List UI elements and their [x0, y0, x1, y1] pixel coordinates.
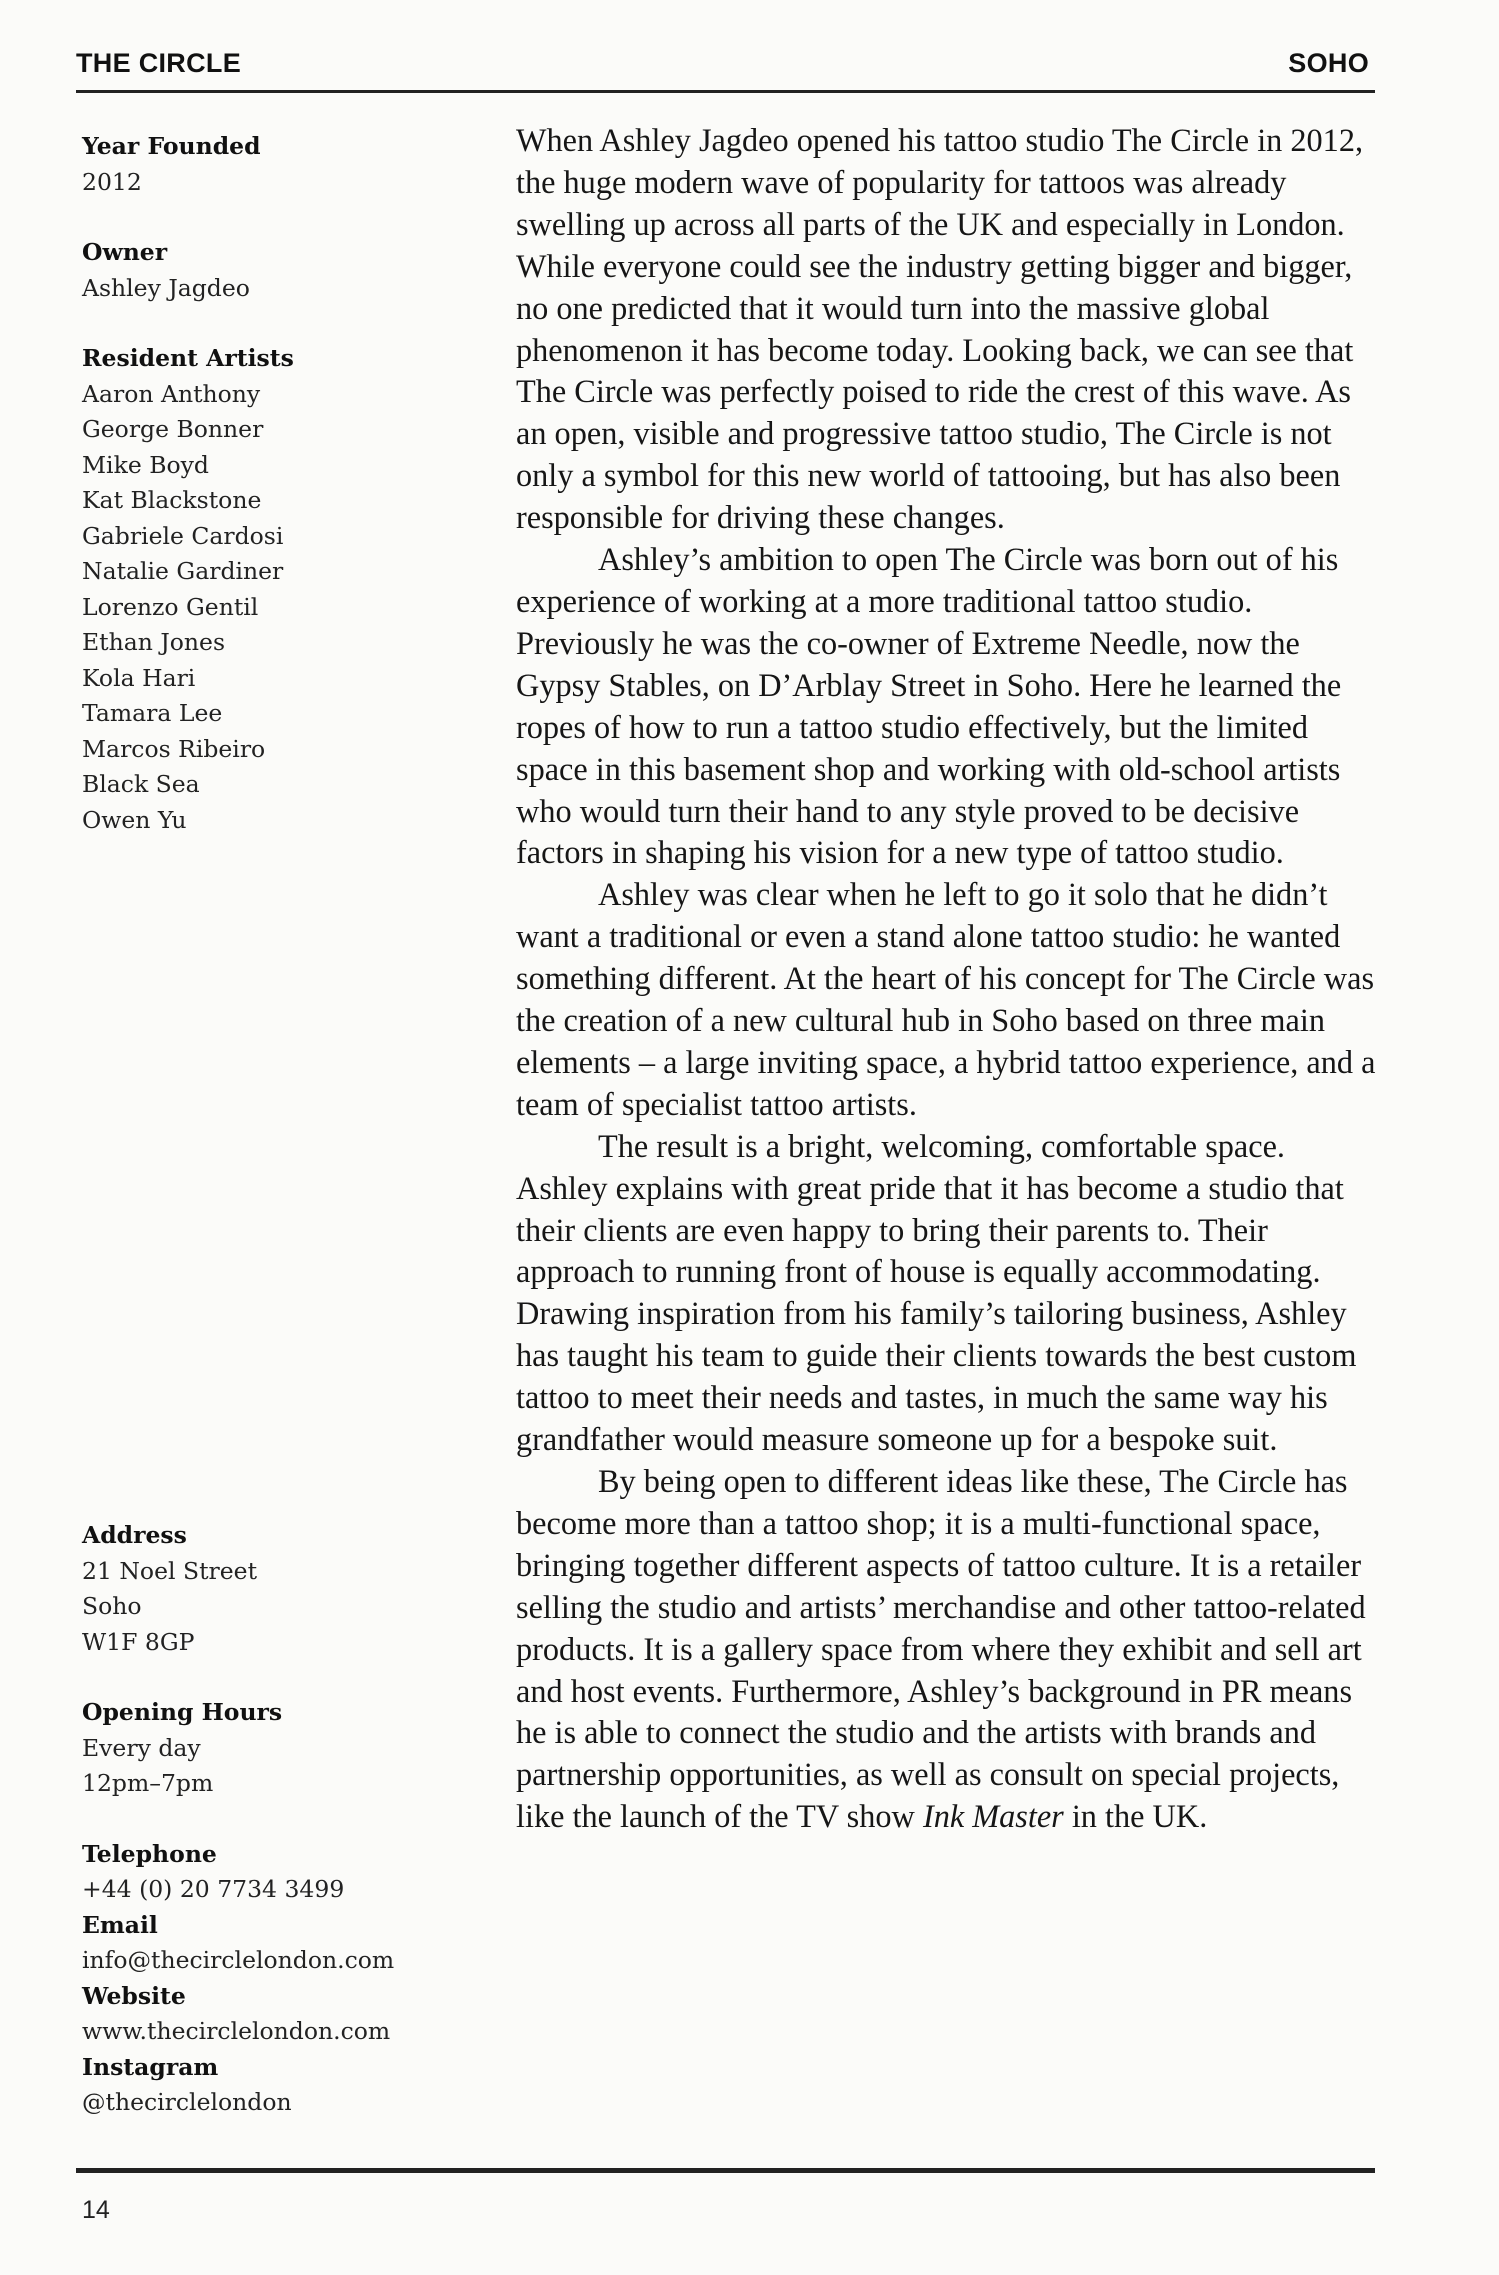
resident-artists-label: Resident Artists — [82, 344, 294, 372]
article-paragraph-last — [516, 1461, 1381, 1838]
article-body — [516, 120, 1381, 1838]
article-paragraph: When Ashley Jagdeo opened his tattoo studio The Circle in 2012, the huge modern wave of popularity for tattoos was already swelling up across all parts of the UK and especially in London. While everyone could see the industry getting bigger and bigger, no one predicted that it would turn into the massive global phenomenon it has become today. Looking back, we can see that The Circle was perfectly poised to ride the crest of this wave. As an open, visible and progressive tattoo studio, The Circle is not only a symbol for this new world of tattooing, but has also been responsible for driving these changes. — [516, 122, 1364, 536]
instagram-label: Instagram — [82, 2052, 219, 2081]
page-number: 14 — [82, 2196, 110, 2224]
owner-label: Owner — [82, 238, 168, 266]
artist-name: Kat Blackstone — [82, 486, 262, 514]
address-line: Soho — [82, 1592, 142, 1620]
year-founded-value: 2012 — [82, 167, 142, 196]
article-paragraph: The result is a bright, welcoming, comfortable space. Ashley explains with great pride that it has become a studio that their clients are even happy to bring their parents to. Their approach to running front of house is equally accommodating. Drawing inspiration from his family’s tailoring business, Ashley has taught his team to guide their clients towards the best custom tattoo to meet their needs and tastes, in much the same way his grandfather would measure someone up for a bespoke suit. — [516, 1127, 1357, 1458]
artist-name: Lorenzo Gentil — [82, 592, 259, 621]
top-rule — [76, 90, 1375, 93]
resident-artists-block — [82, 341, 442, 838]
telephone-value: +44 (0) 20 7734 3499 — [82, 1875, 345, 1903]
year-founded-label: Year Founded — [82, 132, 261, 160]
address-label: Address — [82, 1521, 187, 1549]
artist-name: George Bonner — [82, 415, 264, 443]
contact-block — [82, 1837, 482, 2121]
artist-name: Aaron Anthony — [82, 379, 261, 408]
email-value: info@thecirclelondon.com — [82, 1946, 395, 1974]
address-line: 21 Noel Street — [82, 1556, 258, 1585]
article-paragraph: Ashley’s ambition to open The Circle was born out of his experience of working at a more traditional tattoo studio. Previously he was the co-owner of Extreme Needle, now the Gypsy Stables, on D’Arblay Street in Soho. Here he learned the ropes of how to run a tattoo studio effectively, but the limited space in this basement shop and working with old-school artists who would turn their hand to any style proved to be decisive factors in shaping his vision for a new type of tattoo studio. — [516, 541, 1342, 871]
opening-hours-block — [82, 1695, 482, 1802]
running-header-title: THE CIRCLE — [76, 48, 241, 78]
artist-name: Natalie Gardiner — [82, 557, 284, 585]
artist-name: Tamara Lee — [82, 699, 223, 727]
artist-name: Ethan Jones — [82, 628, 226, 656]
website-label: Website — [82, 1981, 186, 2010]
artist-name: Kola Hari — [82, 663, 196, 692]
artist-name: Gabriele Cardosi — [82, 521, 284, 550]
year-founded-block — [82, 129, 442, 200]
article-text: in the UK. — [1063, 1798, 1208, 1835]
address-line: W1F 8GP — [82, 1627, 195, 1656]
owner-value: Ashley Jagdeo — [82, 273, 250, 302]
telephone-label: Telephone — [82, 1839, 217, 1868]
website-value: www.thecirclelondon.com — [82, 2017, 391, 2045]
article-text: By being open to different ideas like these, The Circle has become more than a tattoo shop; it is a multi-functional space, bringing together different aspects of tattoo culture. It is a retailer selling the studio and artists’ merchandise and other tattoo-related products. It is a gallery space from where they exhibit and sell art and host events. Furthermore, Ashley’s background in PR means he is able to connect the studio and the artists with brands and partnership opportunities, as well as consult on special projects, like the launch of the TV show — [516, 1463, 1366, 1835]
show-title: Ink Master — [922, 1798, 1064, 1835]
running-header-section: SOHO — [1288, 48, 1369, 78]
article-paragraph: Ashley was clear when he left to go it solo that he didn’t want a traditional or even a stand alone tattoo studio: he wanted something different. At the heart of his concept for The Circle was the creation of a new cultural hub in Soho based on three main elements – a large inviting space, a hybrid tattoo experience, and a team of specialist tattoo artists. — [516, 876, 1376, 1122]
artist-name: Marcos Ribeiro — [82, 734, 266, 763]
address-block — [82, 1518, 482, 1660]
bottom-rule — [76, 2168, 1375, 2173]
opening-hours-line: 12pm–7pm — [82, 1769, 214, 1797]
opening-hours-label: Opening Hours — [82, 1698, 283, 1726]
info-sidebar — [82, 129, 442, 838]
artist-name: Mike Boyd — [82, 450, 209, 479]
artist-name: Owen Yu — [82, 805, 187, 834]
contact-sidebar — [82, 1518, 482, 2121]
instagram-value: @thecirclelondon — [82, 2088, 292, 2116]
owner-block — [82, 235, 442, 306]
artist-name: Black Sea — [82, 770, 200, 798]
opening-hours-line: Every day — [82, 1733, 201, 1762]
email-label: Email — [82, 1910, 158, 1939]
